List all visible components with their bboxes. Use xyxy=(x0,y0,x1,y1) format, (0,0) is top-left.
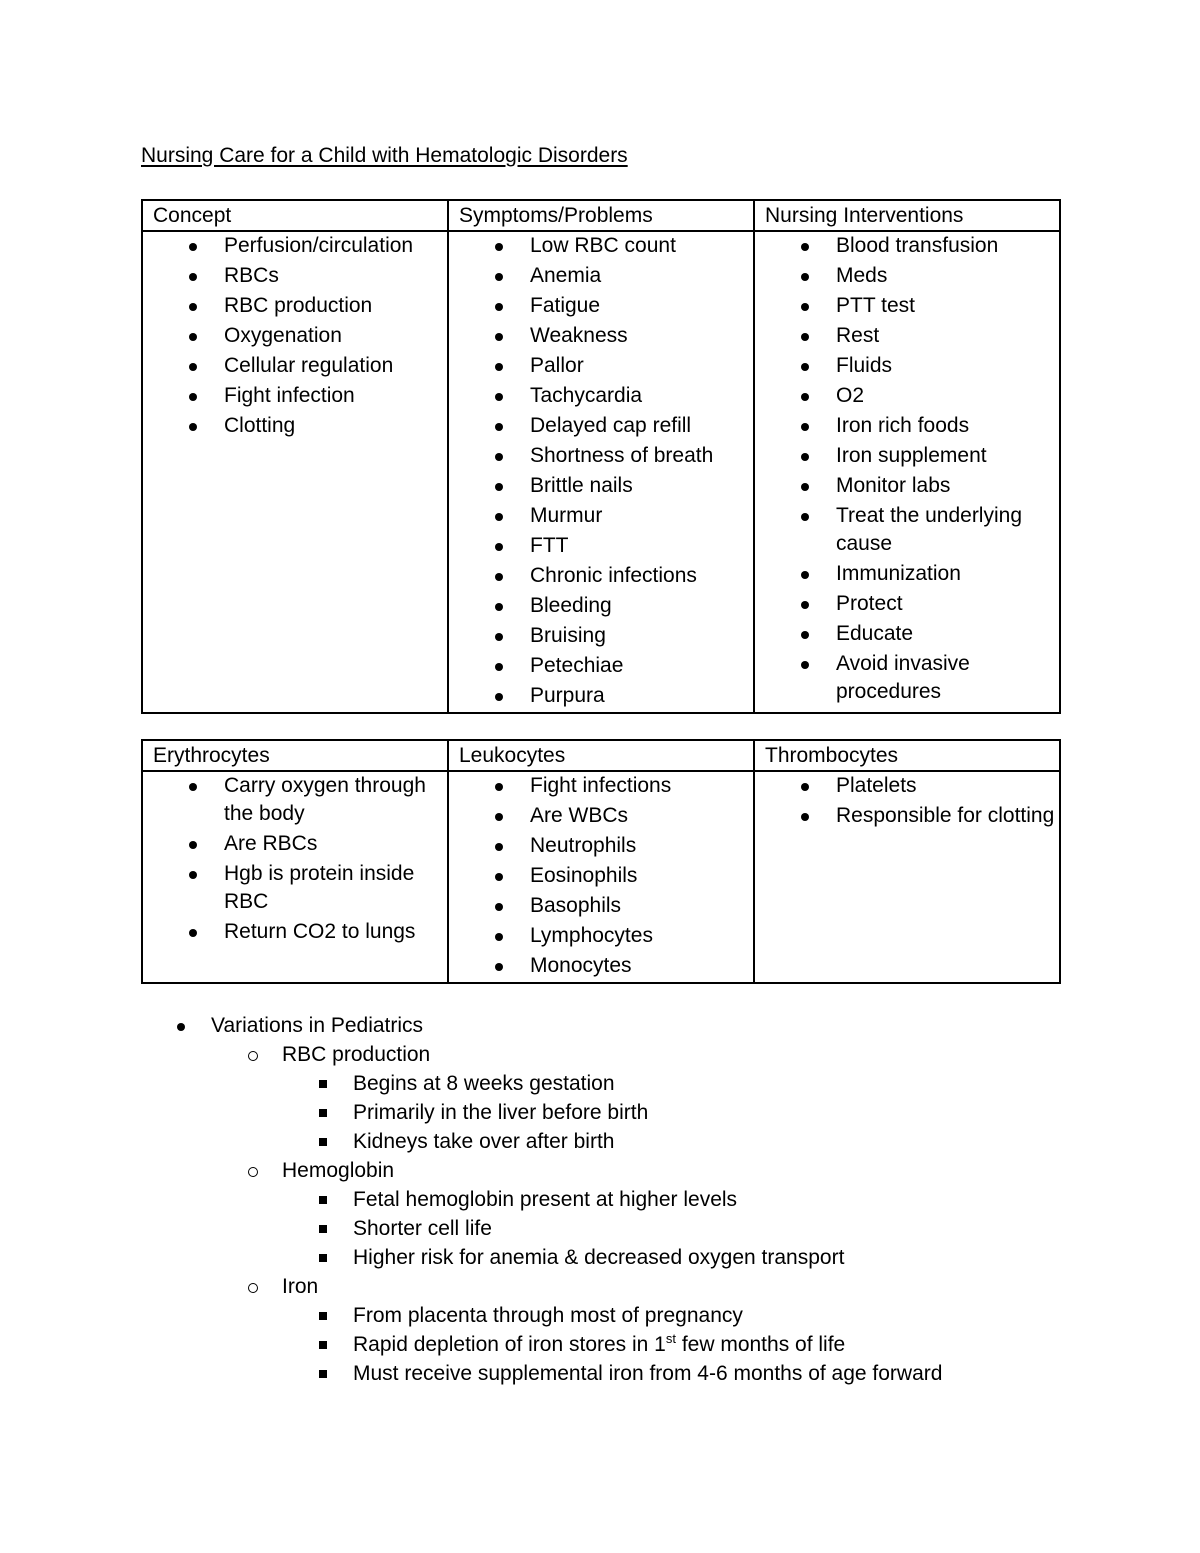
list-item xyxy=(449,562,753,590)
list-item-text: Neutrophils xyxy=(530,834,637,857)
list-item-text: Weakness xyxy=(530,324,628,347)
bullet-icon xyxy=(801,393,809,401)
list-item-text: Pallor xyxy=(530,354,584,377)
bullet-icon xyxy=(189,363,197,371)
bullet-icon xyxy=(801,661,809,669)
bullet-icon xyxy=(189,783,197,791)
list-item xyxy=(143,918,447,946)
bullet-icon xyxy=(801,273,809,281)
outline-detail xyxy=(141,1244,1081,1272)
list-item-text: Iron supplement xyxy=(836,444,987,467)
list-item-text: Return CO2 to lungs xyxy=(224,920,416,943)
outline-detail xyxy=(141,1360,1081,1388)
list-item xyxy=(449,322,753,350)
list-item xyxy=(755,232,1059,260)
list-item xyxy=(143,772,447,828)
list-item-text: Petechiae xyxy=(530,654,624,677)
list-item xyxy=(143,352,447,380)
thrombocytes-list xyxy=(755,772,1059,830)
list-item xyxy=(449,682,753,710)
list-item-text: Blood transfusion xyxy=(836,234,999,257)
list-item xyxy=(449,802,753,830)
outline-item xyxy=(141,1012,1081,1040)
section-label: Hemoglobin xyxy=(282,1159,395,1182)
bullet-icon xyxy=(801,363,809,371)
page-title: Nursing Care for a Child with Hematologic Disorders xyxy=(141,144,628,167)
header-interventions: Nursing Interventions xyxy=(754,200,1060,231)
square-bullet-icon xyxy=(319,1341,327,1349)
bullet-icon xyxy=(495,933,503,941)
list-item xyxy=(449,862,753,890)
superscript-st: st xyxy=(665,1331,676,1346)
bullet-icon xyxy=(801,631,809,639)
bullet-icon xyxy=(495,543,503,551)
list-item-text: Basophils xyxy=(530,894,622,917)
detail-text: Primarily in the liver before birth xyxy=(353,1101,649,1124)
bullet-icon xyxy=(189,423,197,431)
list-item xyxy=(449,922,753,950)
variations-outline xyxy=(141,1012,1081,1389)
list-item xyxy=(143,232,447,260)
interventions-list xyxy=(755,232,1059,706)
list-item-text: Brittle nails xyxy=(530,474,633,497)
section-label: RBC production xyxy=(282,1043,431,1066)
bullet-icon xyxy=(189,929,197,937)
list-item-text: Immunization xyxy=(836,562,961,585)
outline-subitem xyxy=(141,1273,1081,1301)
list-item xyxy=(755,442,1059,470)
header-leukocytes: Leukocytes xyxy=(448,740,754,771)
square-bullet-icon xyxy=(319,1080,327,1088)
list-item xyxy=(143,322,447,350)
list-item-text: Oxygenation xyxy=(224,324,342,347)
square-bullet-icon xyxy=(319,1109,327,1117)
list-item-text: Low RBC count xyxy=(530,234,676,257)
list-item xyxy=(755,620,1059,648)
concept-cell xyxy=(142,231,448,713)
outline-detail xyxy=(141,1186,1081,1214)
list-item-text: Bruising xyxy=(530,624,606,647)
section-label: Iron xyxy=(282,1275,319,1298)
bullet-icon xyxy=(189,303,197,311)
bullet-icon xyxy=(495,573,503,581)
list-item-text: RBCs xyxy=(224,264,279,287)
list-item-text: Anemia xyxy=(530,264,602,287)
list-item-text: Eosinophils xyxy=(530,864,638,887)
bullet-icon xyxy=(189,871,197,879)
detail-text: Kidneys take over after birth xyxy=(353,1130,615,1153)
circle-bullet-icon xyxy=(248,1283,258,1293)
bullet-icon xyxy=(801,483,809,491)
leukocytes-cell xyxy=(448,771,754,983)
list-item-text: Cellular regulation xyxy=(224,354,394,377)
list-item-text: Purpura xyxy=(530,684,605,707)
list-item xyxy=(755,802,1059,830)
bullet-icon xyxy=(495,333,503,341)
list-item-text: Treat the underlying cause xyxy=(836,504,1022,555)
list-item-text: Avoid invasive procedures xyxy=(836,652,970,703)
list-item xyxy=(449,232,753,260)
list-item xyxy=(449,262,753,290)
list-item-text: Chronic infections xyxy=(530,564,697,587)
outline-subitem xyxy=(141,1041,1081,1069)
bullet-icon xyxy=(495,783,503,791)
list-item xyxy=(755,502,1059,558)
list-item xyxy=(143,412,447,440)
list-item xyxy=(449,892,753,920)
interventions-cell xyxy=(754,231,1060,713)
square-bullet-icon xyxy=(319,1196,327,1204)
bullet-icon xyxy=(495,273,503,281)
header-erythrocytes: Erythrocytes xyxy=(142,740,448,771)
list-item xyxy=(449,412,753,440)
list-item-text: Bleeding xyxy=(530,594,612,617)
bullet-icon xyxy=(495,603,503,611)
list-item-text: Responsible for clotting xyxy=(836,804,1055,827)
bullet-icon xyxy=(495,243,503,251)
list-item xyxy=(755,772,1059,800)
bullet-icon xyxy=(495,663,503,671)
circle-bullet-icon xyxy=(248,1051,258,1061)
list-item-text: Hgb is protein inside RBC xyxy=(224,862,415,913)
list-item-text: Platelets xyxy=(836,774,917,797)
bullet-icon xyxy=(801,601,809,609)
detail-text: Higher risk for anemia & decreased oxygen transport xyxy=(353,1246,845,1269)
list-item-text: Protect xyxy=(836,592,903,615)
outline-detail xyxy=(141,1302,1081,1330)
list-item xyxy=(143,262,447,290)
bullet-icon xyxy=(189,393,197,401)
list-item xyxy=(449,502,753,530)
list-item-text: Murmur xyxy=(530,504,603,527)
symptoms-cell xyxy=(448,231,754,713)
bullet-icon xyxy=(495,453,503,461)
list-item xyxy=(755,382,1059,410)
list-item xyxy=(143,830,447,858)
leukocytes-list xyxy=(449,772,753,980)
list-item-text: Lymphocytes xyxy=(530,924,653,947)
outline-detail xyxy=(141,1215,1081,1243)
list-item xyxy=(449,772,753,800)
detail-text: Begins at 8 weeks gestation xyxy=(353,1072,615,1095)
list-item xyxy=(449,622,753,650)
list-item-text: Delayed cap refill xyxy=(530,414,692,437)
list-item xyxy=(449,532,753,560)
list-item-text: Iron rich foods xyxy=(836,414,970,437)
list-item xyxy=(143,382,447,410)
erythrocytes-list xyxy=(143,772,447,946)
list-item xyxy=(449,952,753,980)
list-item-text: Monitor labs xyxy=(836,474,951,497)
list-item xyxy=(755,472,1059,500)
list-item-text: Educate xyxy=(836,622,914,645)
bullet-icon xyxy=(801,571,809,579)
bullet-icon xyxy=(495,633,503,641)
list-item xyxy=(449,442,753,470)
bullet-icon xyxy=(495,303,503,311)
bullet-icon xyxy=(495,813,503,821)
square-bullet-icon xyxy=(319,1312,327,1320)
list-item xyxy=(143,292,447,320)
list-item-text: FTT xyxy=(530,534,569,557)
bullet-icon xyxy=(495,903,503,911)
symptoms-list xyxy=(449,232,753,710)
list-item xyxy=(755,292,1059,320)
detail-text: Shorter cell life xyxy=(353,1217,492,1240)
list-item-text: Shortness of breath xyxy=(530,444,714,467)
list-item-text: Clotting xyxy=(224,414,296,437)
square-bullet-icon xyxy=(319,1254,327,1262)
square-bullet-icon xyxy=(319,1370,327,1378)
bullet-icon xyxy=(177,1023,185,1031)
list-item-text: Fight infections xyxy=(530,774,672,797)
list-item-text: O2 xyxy=(836,384,865,407)
list-item xyxy=(449,352,753,380)
bullet-icon xyxy=(801,303,809,311)
list-item xyxy=(143,860,447,916)
list-item xyxy=(755,322,1059,350)
outline-detail xyxy=(141,1331,1081,1359)
bullet-icon xyxy=(189,243,197,251)
bullet-icon xyxy=(801,333,809,341)
detail-text: Must receive supplemental iron from 4-6 months of age forward xyxy=(353,1362,943,1385)
bullet-icon xyxy=(801,813,809,821)
bullet-icon xyxy=(495,423,503,431)
bullet-icon xyxy=(189,841,197,849)
list-item-text: Perfusion/circulation xyxy=(224,234,414,257)
list-item-text: Are RBCs xyxy=(224,832,318,855)
bullet-icon xyxy=(801,243,809,251)
concept-symptoms-interventions-table xyxy=(141,199,1061,714)
bullet-icon xyxy=(189,273,197,281)
list-item-text: Tachycardia xyxy=(530,384,643,407)
list-item-text: Are WBCs xyxy=(530,804,629,827)
bullet-icon xyxy=(495,843,503,851)
list-item-text: Meds xyxy=(836,264,888,287)
blood-cells-table xyxy=(141,739,1061,984)
detail-text: From placenta through most of pregnancy xyxy=(353,1304,743,1327)
list-item xyxy=(449,472,753,500)
outline-subitem xyxy=(141,1157,1081,1185)
bullet-icon xyxy=(495,483,503,491)
bullet-icon xyxy=(801,783,809,791)
list-item-text: Carry oxygen through the body xyxy=(224,774,426,825)
list-item xyxy=(755,650,1059,706)
erythrocytes-cell xyxy=(142,771,448,983)
thrombocytes-cell xyxy=(754,771,1060,983)
outline-detail xyxy=(141,1099,1081,1127)
list-item-text: Monocytes xyxy=(530,954,632,977)
list-item xyxy=(755,560,1059,588)
bullet-icon xyxy=(495,363,503,371)
list-item xyxy=(755,352,1059,380)
detail-text-suffix: few months of life xyxy=(675,1333,846,1356)
list-item xyxy=(755,262,1059,290)
bullet-icon xyxy=(495,693,503,701)
list-item xyxy=(449,382,753,410)
list-item-text: Fatigue xyxy=(530,294,601,317)
square-bullet-icon xyxy=(319,1138,327,1146)
concept-list xyxy=(143,232,447,440)
bullet-icon xyxy=(495,873,503,881)
list-item-text: Fight infection xyxy=(224,384,355,407)
bullet-icon xyxy=(801,453,809,461)
detail-text: Fetal hemoglobin present at higher levels xyxy=(353,1188,738,1211)
outline-detail xyxy=(141,1128,1081,1156)
list-item-text: RBC production xyxy=(224,294,373,317)
list-item xyxy=(449,592,753,620)
header-symptoms: Symptoms/Problems xyxy=(448,200,754,231)
bullet-icon xyxy=(801,513,809,521)
list-item-text: Fluids xyxy=(836,354,893,377)
list-item xyxy=(449,292,753,320)
bullet-icon xyxy=(189,333,197,341)
list-item xyxy=(755,412,1059,440)
outline-detail xyxy=(141,1070,1081,1098)
square-bullet-icon xyxy=(319,1225,327,1233)
list-item-text: Rest xyxy=(836,324,880,347)
header-concept: Concept xyxy=(142,200,448,231)
bullet-icon xyxy=(801,423,809,431)
list-item-text: PTT test xyxy=(836,294,915,317)
variations-heading: Variations in Pediatrics xyxy=(211,1014,424,1037)
header-thrombocytes: Thrombocytes xyxy=(754,740,1060,771)
bullet-icon xyxy=(495,393,503,401)
detail-text: Rapid depletion of iron stores in 1 xyxy=(353,1333,666,1356)
list-item xyxy=(449,652,753,680)
list-item xyxy=(755,590,1059,618)
list-item xyxy=(449,832,753,860)
circle-bullet-icon xyxy=(248,1167,258,1177)
bullet-icon xyxy=(495,963,503,971)
bullet-icon xyxy=(495,513,503,521)
